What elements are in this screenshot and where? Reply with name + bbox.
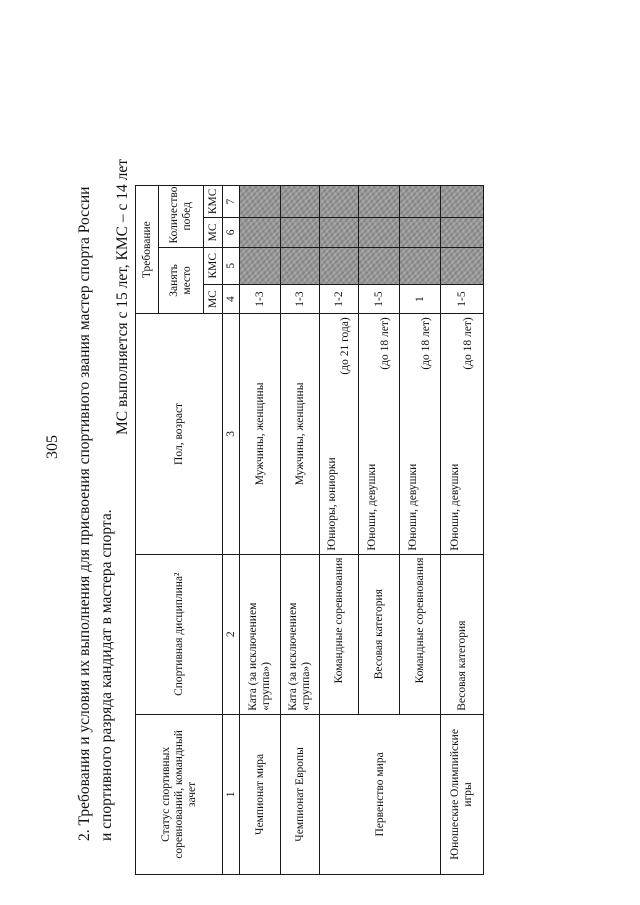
ms-place-cell: 1-5 xyxy=(441,284,484,313)
discipline-cell: Ката (за исключением «группа») xyxy=(240,554,281,714)
shaded-cell xyxy=(441,247,484,284)
age-line: (до 21 года) xyxy=(339,317,351,375)
header-discipline: Спортивная дисциплина² xyxy=(136,554,223,714)
shaded-cell xyxy=(359,186,400,218)
header-requirement: Требование xyxy=(136,186,159,314)
shaded-cell xyxy=(359,247,400,284)
ms-place-cell: 1-3 xyxy=(281,284,320,313)
shaded-cell xyxy=(320,247,359,284)
shaded-cell xyxy=(441,218,484,247)
col-number: 5 xyxy=(223,247,240,284)
discipline-cell: Командные соревнования xyxy=(400,554,441,714)
age-line: (до 18 лет) xyxy=(379,317,391,370)
header-gender-age: Пол, возраст xyxy=(136,314,223,554)
heading-line-2: и спортивного разряда кандидат в мастера спорта. xyxy=(98,509,115,841)
shaded-cell xyxy=(400,186,441,218)
table-row xyxy=(281,186,320,875)
status-cell: Юношеские Олимпийские игры xyxy=(441,714,484,874)
age-line: (до 18 лет) xyxy=(420,317,432,370)
shaded-cell xyxy=(240,186,281,218)
table-row xyxy=(441,186,484,875)
shaded-cell xyxy=(240,247,281,284)
ms-place-cell: 1-2 xyxy=(320,284,359,313)
gender-cell xyxy=(400,314,441,554)
shaded-cell xyxy=(281,218,320,247)
status-cell: Чемпионат Европы xyxy=(281,714,320,874)
page-number: 305 xyxy=(44,435,61,459)
header-ms-wins: МС xyxy=(204,218,223,247)
shaded-cell xyxy=(359,218,400,247)
discipline-cell: Весовая категория xyxy=(441,554,484,714)
header-kms-wins: КМС xyxy=(204,186,223,218)
ms-place-cell: 1 xyxy=(400,284,441,313)
column-numbers-row xyxy=(223,186,240,875)
header-place: Занять место xyxy=(159,247,204,314)
col-number: 7 xyxy=(223,186,240,218)
gender-line: Юниоры, юниорки xyxy=(326,457,338,551)
col-number: 3 xyxy=(223,314,240,554)
gender-line: Юноши, девушки xyxy=(407,463,419,551)
header-kms: КМС xyxy=(204,247,223,284)
ms-place-cell: 1-3 xyxy=(240,284,281,313)
gender-cell xyxy=(359,314,400,554)
table-row xyxy=(240,186,281,875)
ms-place-cell: 1-5 xyxy=(359,284,400,313)
gender-line: Юноши, девушки xyxy=(366,463,378,551)
header-status: Статус спортивных соревнований, командный зачет xyxy=(136,714,223,874)
shaded-cell xyxy=(281,186,320,218)
discipline-cell: Ката (за исключением «группа») xyxy=(281,554,320,714)
shaded-cell xyxy=(320,186,359,218)
table-row xyxy=(320,186,359,875)
requirements-table xyxy=(135,185,484,875)
col-number: 2 xyxy=(223,554,240,714)
gender-cell xyxy=(441,314,484,554)
header-wins: Количество побед xyxy=(159,186,204,248)
status-cell: Чемпионат мира xyxy=(240,714,281,874)
shaded-cell xyxy=(240,218,281,247)
heading-line-1: 2. Требования и условия их выполнения для присвоения спортивного звания мастер спорта России xyxy=(76,186,93,841)
discipline-cell: Весовая категория xyxy=(359,554,400,714)
header-ms: МС xyxy=(204,284,223,313)
gender-cell xyxy=(320,314,359,554)
gender-cell: Мужчины, женщины xyxy=(281,314,320,554)
age-line: (до 18 лет) xyxy=(462,317,474,370)
col-number: 1 xyxy=(223,714,240,874)
header-row-1 xyxy=(136,186,159,875)
status-cell: Первенство мира xyxy=(320,714,441,874)
age-note: МС выполняется с 15 лет, КМС – с 14 лет xyxy=(114,158,131,435)
col-number: 6 xyxy=(223,218,240,247)
discipline-cell: Командные соревнования xyxy=(320,554,359,714)
shaded-cell xyxy=(400,247,441,284)
gender-cell: Мужчины, женщины xyxy=(240,314,281,554)
shaded-cell xyxy=(281,247,320,284)
shaded-cell xyxy=(320,218,359,247)
col-number: 4 xyxy=(223,284,240,313)
shaded-cell xyxy=(400,218,441,247)
gender-line: Юноши, девушки xyxy=(449,463,461,551)
shaded-cell xyxy=(441,186,484,218)
section-heading xyxy=(74,51,118,841)
